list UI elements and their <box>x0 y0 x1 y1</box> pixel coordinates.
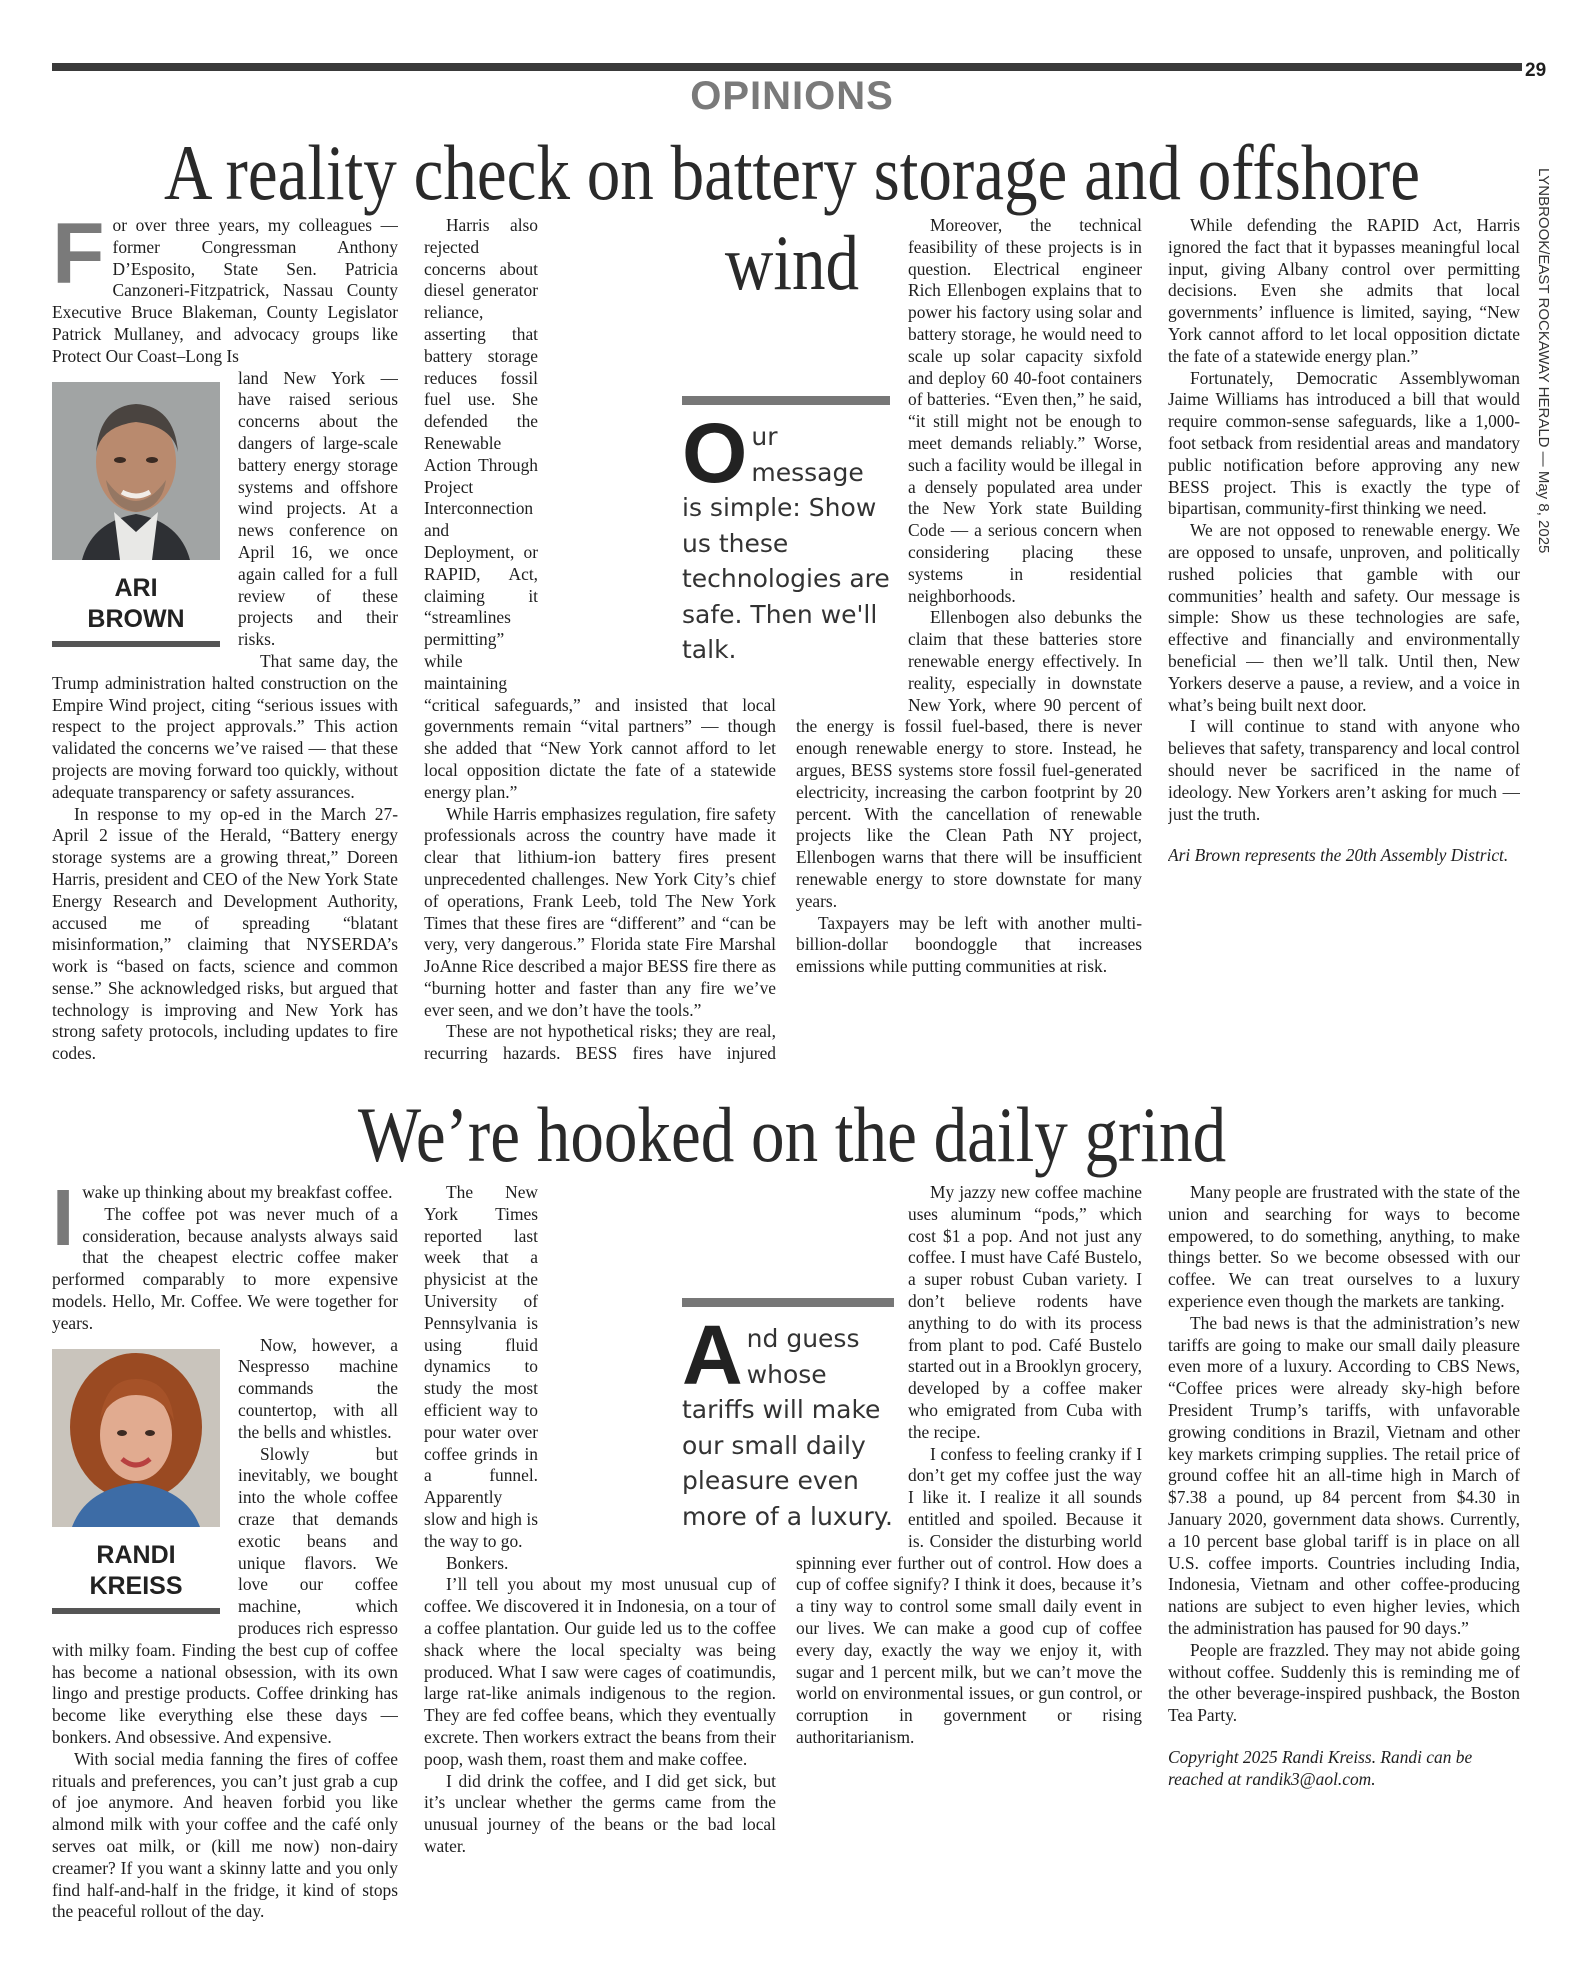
headline-coffee: We’re hooked on the daily grind <box>357 1091 1227 1178</box>
page-number: 29 <box>1525 60 1547 81</box>
pull-quote <box>682 1298 908 1544</box>
paragraph: Fortunately, Democratic Assemblywoman Jaime Williams has introduced a bill that would require common-sense safeguards, like a 1,000-foot setback from residential areas and mandatory public notification before approving any new BESS project. This is exactly the type of bipartisan, community-first thinking we need. <box>1168 367 1520 519</box>
author-first-name: RANDI <box>96 1541 176 1570</box>
pull-quote-text: nd guess whose tariffs will make our small daily pleasure even more of a luxury. <box>682 1324 893 1531</box>
author-tagline: Ari Brown represents the 20th Assembly District. <box>1168 845 1509 866</box>
paragraph: I’ll tell you about my most unusual cup of coffee. We discovered it in Indonesia, on a tour of a coffee plantation. Our guide led us to the coffee shack where the local specialty was being produced. What I saw were cages of coatimundis, large rat-like animals indigenous to the region. They are fed coffee beans, which they eventually excrete. Then workers extract the beans from their poop, wash them, roast them and make coffee. <box>424 1574 776 1769</box>
paragraph: The coffee pot was never much of a consideration, because analysts always said that the cheapest electric coffee maker performed comparably to more expensive models. Hello, Mr. Coffee. We were together for years. <box>52 1203 398 1333</box>
article2-col2 <box>424 1182 776 1922</box>
paragraph: With social media fanning the fires of coffee rituals and preferences, you can’t just grab a cup of joe anymore. And heaven forbid you like almond milk with your coffee and the café only serves oat milk, or (kill me now) non-dairy creamer? If you want a skinny latte and you only find half-and-half in the fridge, it kind of stops the peaceful rollout of the day. <box>52 1748 398 1922</box>
pull-quote-rule <box>682 1298 894 1307</box>
paragraph: That same day, the Trump administration halted construction on the Empire Wind project, citing “serious issues with respect to the project approvals.” This action validated the concerns we’ve raised — that these projects are moving forward too quickly, without adequate transparency or safety assurances. <box>52 650 398 802</box>
paragraph: Harris also rejected concerns about diesel generator reliance, asserting that battery storage reduces fossil fuel use. She defended the Renewable Action Through Project Interconnection and Deployment, or RAPID, Act, claiming it “streamlines permitting” while maintaining “critical safeguards,” and insisted that local governments remain “vital partners” — though she added that “New York cannot afford to let local opposition dictate the fate of a statewide energy plan.” <box>424 215 776 802</box>
drop-cap: I <box>52 1182 75 1262</box>
pull-quote-rule <box>682 396 890 405</box>
paragraph: Moreover, the technical feasibility of these projects is in question. Electrical engineer Rich Ellenbogen explains that to power his factory using solar and battery storage, he would need to scale up solar capacity sixfold and deploy 60 40-foot containers of batteries. “Even then,” he said, “it still might not be enough to meet demands reliably.” Worse, such a facility would be illegal in a densely populated area under the New York state Building Code — a serious concern when considering placing these systems in residential neighborhoods. <box>908 215 1142 606</box>
paragraph: Taxpayers may be left with another multi-billion-dollar boondoggle that increases emissions while putting communities at risk. <box>796 912 1142 977</box>
author-last-name: KREISS <box>89 1572 183 1601</box>
author-tagline: Copyright 2025 Randi Kreiss. Randi can be reached at randik3@aol.com. <box>1168 1746 1473 1789</box>
paragraph: Bonkers. <box>446 1552 509 1573</box>
paragraph: The bad news is that the administration’s new tariffs are going to make our small daily pleasure even more of a luxury. According to CBS News, “Coffee prices were already sky-high before President Trump’s tariffs, with unfavorable growing conditions in Brazil, Vietnam and other key markets crimping supplies. The retail price of ground coffee hit an all-time high in March of $7.38 a pound, up 84 percent from $4.30 in January 2020, government data shows. Currently, a 10 percent base global tariff is in place on all U.S. coffee imports. Countries including India, Indonesia, Vietnam and other coffee-producing nations are subject to even higher levies, which the administration has paused for 90 days.” <box>1168 1312 1520 1638</box>
pull-quote <box>682 396 904 682</box>
paragraph: These are not hypothetical risks; they are real, recurring hazards. BESS fires have injured <box>424 1021 776 1063</box>
author-box <box>52 382 220 648</box>
paragraph: I confess to feeling cranky if I don’t get my coffee just the way I like it. I realize it all sounds entitled and spoiled. Because it is. Consider the disturbing world spinning ever further out of control. How does a cup of coffee signify? I think it does, because it’s a tiny way to control some small daily event in our lives. We can make a good cup of coffee every day, exactly the way we enjoy it, with sugar and 1 percent milk, but we can’t move the world on environmental issues, or gun control, or corruption in government or rising authoritarianism. <box>796 1443 1142 1747</box>
paragraph: People are frazzled. They may not abide going without coffee. Suddenly this is reminding me of the other beverage-inspired pushback, the Boston Tea Party. <box>1168 1639 1520 1726</box>
running-head: LYNBROOK/EAST ROCKAWAY HERALD — May 8, 2025 <box>1535 168 1552 554</box>
byline-rule <box>52 1608 220 1614</box>
section-title: OPINIONS <box>690 74 894 118</box>
drop-cap: F <box>52 215 105 302</box>
top-rule <box>52 63 1522 71</box>
author-photo-brown <box>52 382 220 560</box>
author-name <box>52 1540 220 1602</box>
paragraph: My jazzy new coffee machine uses aluminum “pods,” which cost $1 a pop. And not just any coffee. I must have Café Bustelo, a super robust Cuban variety. I don’t believe rodents have anything to do with its process from plant to pod. Café Bustelo started out in a Brooklyn grocery, developed by a coffee maker who emigrated from Cuba with the recipe. <box>908 1182 1142 1442</box>
paragraph: We are not opposed to renewable energy. We are opposed to unsafe, unproven, and politically rushed policies that gamble with our communities’ health and safety. Our message is simple: Show us these technologies are safe, effective and financially and environmentally beneficial — then we’ll talk. Until then, New Yorkers deserve a pause, a review, and a voice in what’s being built next door. <box>1168 520 1520 715</box>
paragraph: land New York — have raised serious concerns about the dangers of large-scale battery energy storage systems and offshore wind projects. At a news conference on April 16, we once again called for a full review of these projects and their risks. <box>238 367 398 650</box>
article2-col3 <box>796 1182 1142 1922</box>
paragraph: In response to my op-ed in the March 27-April 2 issue of the Herald, “Battery energy storage systems are a growing threat,” Doreen Harris, president and CEO of the New York State Energy Research and Development Authority, accused me of spreading “blatant misinformation,” claiming that NYSERDA’s work is “based on facts, science and common sense.” She acknowledged risks, but argued that technology is improving and New York has strong safety protocols, including updates to fire codes. <box>52 803 398 1063</box>
paragraph: Ellenbogen also debunks the claim that these batteries store renewable energy effectively. In reality, especially in downstate New York, where 90 percent of the energy is fossil fuel-based, there is never enough renewable energy to store. Instead, he argues, BESS systems store fossil fuel-generated electricity, increasing the carbon footprint by 20 percent. With the cancellation of renewable projects like the Clean Path NY project, Ellenbogen warns that there will be insufficient renewable energy to store downstate for many years. <box>796 607 1142 911</box>
author-name <box>52 573 220 635</box>
paragraph: While defending the RAPID Act, Harris ignored the fact that it bypasses meaningful local input, giving Albany control over permitting decisions. Even she admits that local governments’ influence is limited, saying, “New York cannot afford to let local opposition dictate the fate of a statewide energy plan.” <box>1168 215 1520 366</box>
pull-quote-text: ur message is simple: Show us these technologies are safe. Then we'll talk. <box>682 422 890 664</box>
author-last-name: BROWN <box>87 605 185 634</box>
paragraph: I did drink the coffee, and I did get sick, but it’s unclear whether the germs came from the unusual journey of the beans or the bad local water. <box>424 1770 776 1856</box>
paragraph: Many people are frustrated with the state of the union and searching for ways to become empowered, to do something, anything, to make things better. So we become obsessed with our coffee. We can treat ourselves to a luxury experience even though the markets are tanking. <box>1168 1182 1520 1311</box>
paragraph: While Harris emphasizes regulation, fire safety professionals across the country have made it clear that lithium-ion battery fires present unprecedented challenges. New York City’s chief of operations, Frank Leeb, told The New York Times that these fires are “different” and “can be very, very dangerous.” Florida state Fire Marshal JoAnne Rice described a major BESS fire there as “burning hotter and faster than any fire we’ve ever seen, and we don’t have the tools.” <box>424 803 776 1020</box>
author-first-name: ARI <box>114 574 158 603</box>
paragraph: wake up thinking about my breakfast coffee. <box>82 1182 393 1202</box>
byline-rule <box>52 641 220 647</box>
headline-battery: A reality check on battery storage and offshore wind <box>163 129 1421 306</box>
article2-col4 <box>1168 1182 1520 1922</box>
article1-col1 <box>52 215 398 1063</box>
author-photo-kreiss <box>52 1349 220 1527</box>
pull-quote-drop: O <box>682 406 748 500</box>
article1-col4 <box>1168 215 1520 1063</box>
paragraph: Now, however, a Nespresso machine commands the countertop, with all the bells and whistles. <box>238 1334 398 1442</box>
author-box <box>52 1349 220 1615</box>
paragraph: Slowly but inevitably, we bought into the whole coffee craze that demands exotic beans and unique flavors. We love our coffee machine, which produces rich espresso with milky foam. Finding the best cup of coffee has become a national obsession, with its own lingo and prestige products. Coffee drinking has become like everything else these days — bonkers. And obsessive. And expensive. <box>52 1443 398 1747</box>
pull-quote-drop: A <box>682 1308 743 1402</box>
paragraph: or over three years, my colleagues — former Congressman Anthony D’Esposito, State Sen. Patricia Canzoneri-Fitzpatrick, Nassau County Executive Bruce Blakeman, County Legislator Patrick Mullaney, and advocacy groups like Protect Our Coast–Long Is <box>52 215 398 366</box>
article2-col1 <box>52 1182 398 1922</box>
paragraph: I will continue to stand with anyone who believes that safety, transparency and local control should never be sacrificed in the name of ideology. New Yorkers aren’t asking for much — just the truth. <box>1168 716 1520 824</box>
paragraph: The New York Times reported last week that a physicist at the University of Pennsylvania is using fluid dynamics to study the most efficient way to pour water over coffee grinds in a funnel. Apparently slow and high is the way to go. <box>424 1182 538 1551</box>
